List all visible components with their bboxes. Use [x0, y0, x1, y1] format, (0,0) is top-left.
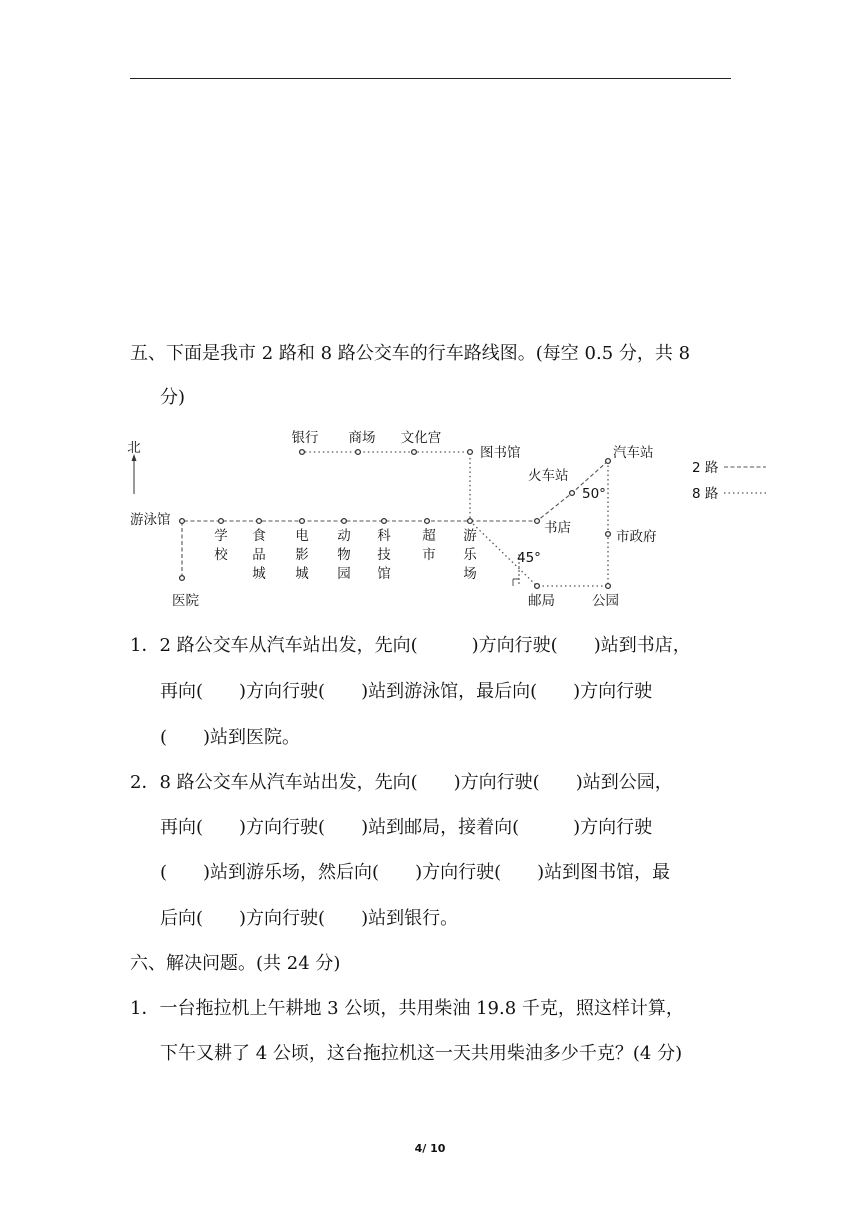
dot-culture-palace [412, 450, 417, 455]
section6-title: 六、解决问题。(共 24 分) [130, 953, 341, 974]
label-food-city-2: 品 [252, 547, 266, 563]
label-cinema-3: 城 [295, 566, 309, 582]
dot-bank [300, 450, 305, 455]
section5-title-line1: 五、下面是我市 2 路和 8 路公交车的行车路线图。(每空 0.5 分，共 8 [130, 343, 691, 364]
north-arrow-icon [132, 454, 137, 494]
label-library: 图书馆 [480, 445, 521, 461]
q2-line2: 再向( )方向行驶( )站到邮局，接着向( )方向行驶 [160, 817, 653, 838]
label-zoo-1: 动 [337, 528, 351, 544]
dot-bus-station [606, 459, 611, 464]
dot-mall [356, 450, 361, 455]
q2-line3: ( )站到游乐场，然后向( )方向行驶( )站到图书馆，最 [160, 862, 671, 883]
dot-science-museum [382, 519, 387, 524]
label-culture-palace: 文化宫 [400, 430, 442, 446]
q2-line1: 2．8 路公交车从汽车站出发，先向( )方向行驶( )站到公园， [130, 772, 673, 793]
label-amusement-park-1: 游 [463, 528, 477, 544]
north-label: 北 [127, 440, 141, 456]
dot-park [606, 584, 611, 589]
dot-zoo [342, 519, 347, 524]
dot-food-city [257, 519, 262, 524]
dot-hospital [180, 576, 185, 581]
dot-city-hall [606, 532, 611, 537]
label-bank: 银行 [291, 430, 319, 446]
page-number: 4/ 10 [414, 1142, 446, 1155]
dot-cinema [300, 519, 305, 524]
label-supermarket-1: 超 [422, 528, 436, 544]
label-angle-45: 45° [517, 550, 541, 566]
dot-school [219, 519, 224, 524]
label-angle-50: 50° [582, 486, 606, 502]
dot-train-station [570, 491, 575, 496]
label-school-1: 学 [214, 528, 228, 544]
label-train-station: 火车站 [528, 468, 569, 484]
right-angle-mark [513, 579, 519, 586]
q1-line2: 再向( )方向行驶( )站到游泳馆，最后向( )方向行驶 [160, 681, 653, 702]
dot-post-office [535, 584, 540, 589]
label-bus-station: 汽车站 [613, 445, 654, 461]
dot-swimming-pool [180, 519, 185, 524]
label-zoo-3: 园 [337, 566, 351, 582]
q1-line3: ( )站到医院。 [160, 727, 301, 748]
dot-supermarket [425, 519, 430, 524]
dot-library [468, 450, 473, 455]
header-rule [130, 78, 731, 79]
label-science-museum-2: 技 [377, 547, 391, 563]
legend-route8-label: 8 路 [692, 486, 719, 502]
label-cinema-2: 影 [295, 547, 309, 563]
label-science-museum-3: 馆 [377, 566, 391, 582]
label-amusement-park-3: 场 [463, 566, 477, 582]
section5-title-line2: 分) [160, 387, 186, 408]
label-mall: 商场 [348, 430, 376, 446]
label-science-museum-1: 科 [377, 528, 391, 544]
label-swimming-pool: 游泳馆 [130, 512, 171, 528]
label-park: 公园 [592, 593, 619, 609]
label-food-city-3: 城 [252, 566, 266, 582]
bus-route-map [124, 418, 770, 614]
legend-route2-label: 2 路 [692, 460, 719, 476]
label-city-hall: 市政府 [616, 529, 657, 545]
label-post-office: 邮局 [528, 593, 555, 609]
q1-line1: 1．2 路公交车从汽车站出发，先向( )方向行驶( )站到书店， [130, 635, 691, 656]
label-supermarket-2: 市 [422, 547, 436, 563]
dot-bookstore [535, 519, 540, 524]
label-cinema-1: 电 [295, 528, 309, 544]
section6-p1-line1: 1．一台拖拉机上午耕地 3 公顷，共用柴油 19.8 千克，照这样计算， [130, 998, 684, 1019]
label-bookstore: 书店 [544, 520, 571, 536]
q2-line4: 后向( )方向行驶( )站到银行。 [160, 908, 459, 929]
label-zoo-2: 物 [337, 547, 351, 563]
section6-p1-line2: 下午又耕了 4 公顷，这台拖拉机这一天共用柴油多少千克？(4 分) [160, 1043, 683, 1064]
label-hospital: 医院 [172, 593, 199, 609]
label-food-city-1: 食 [252, 528, 266, 544]
label-school-2: 校 [214, 547, 228, 563]
dot-amusement-park [468, 519, 473, 524]
label-amusement-park-2: 乐 [463, 547, 477, 563]
